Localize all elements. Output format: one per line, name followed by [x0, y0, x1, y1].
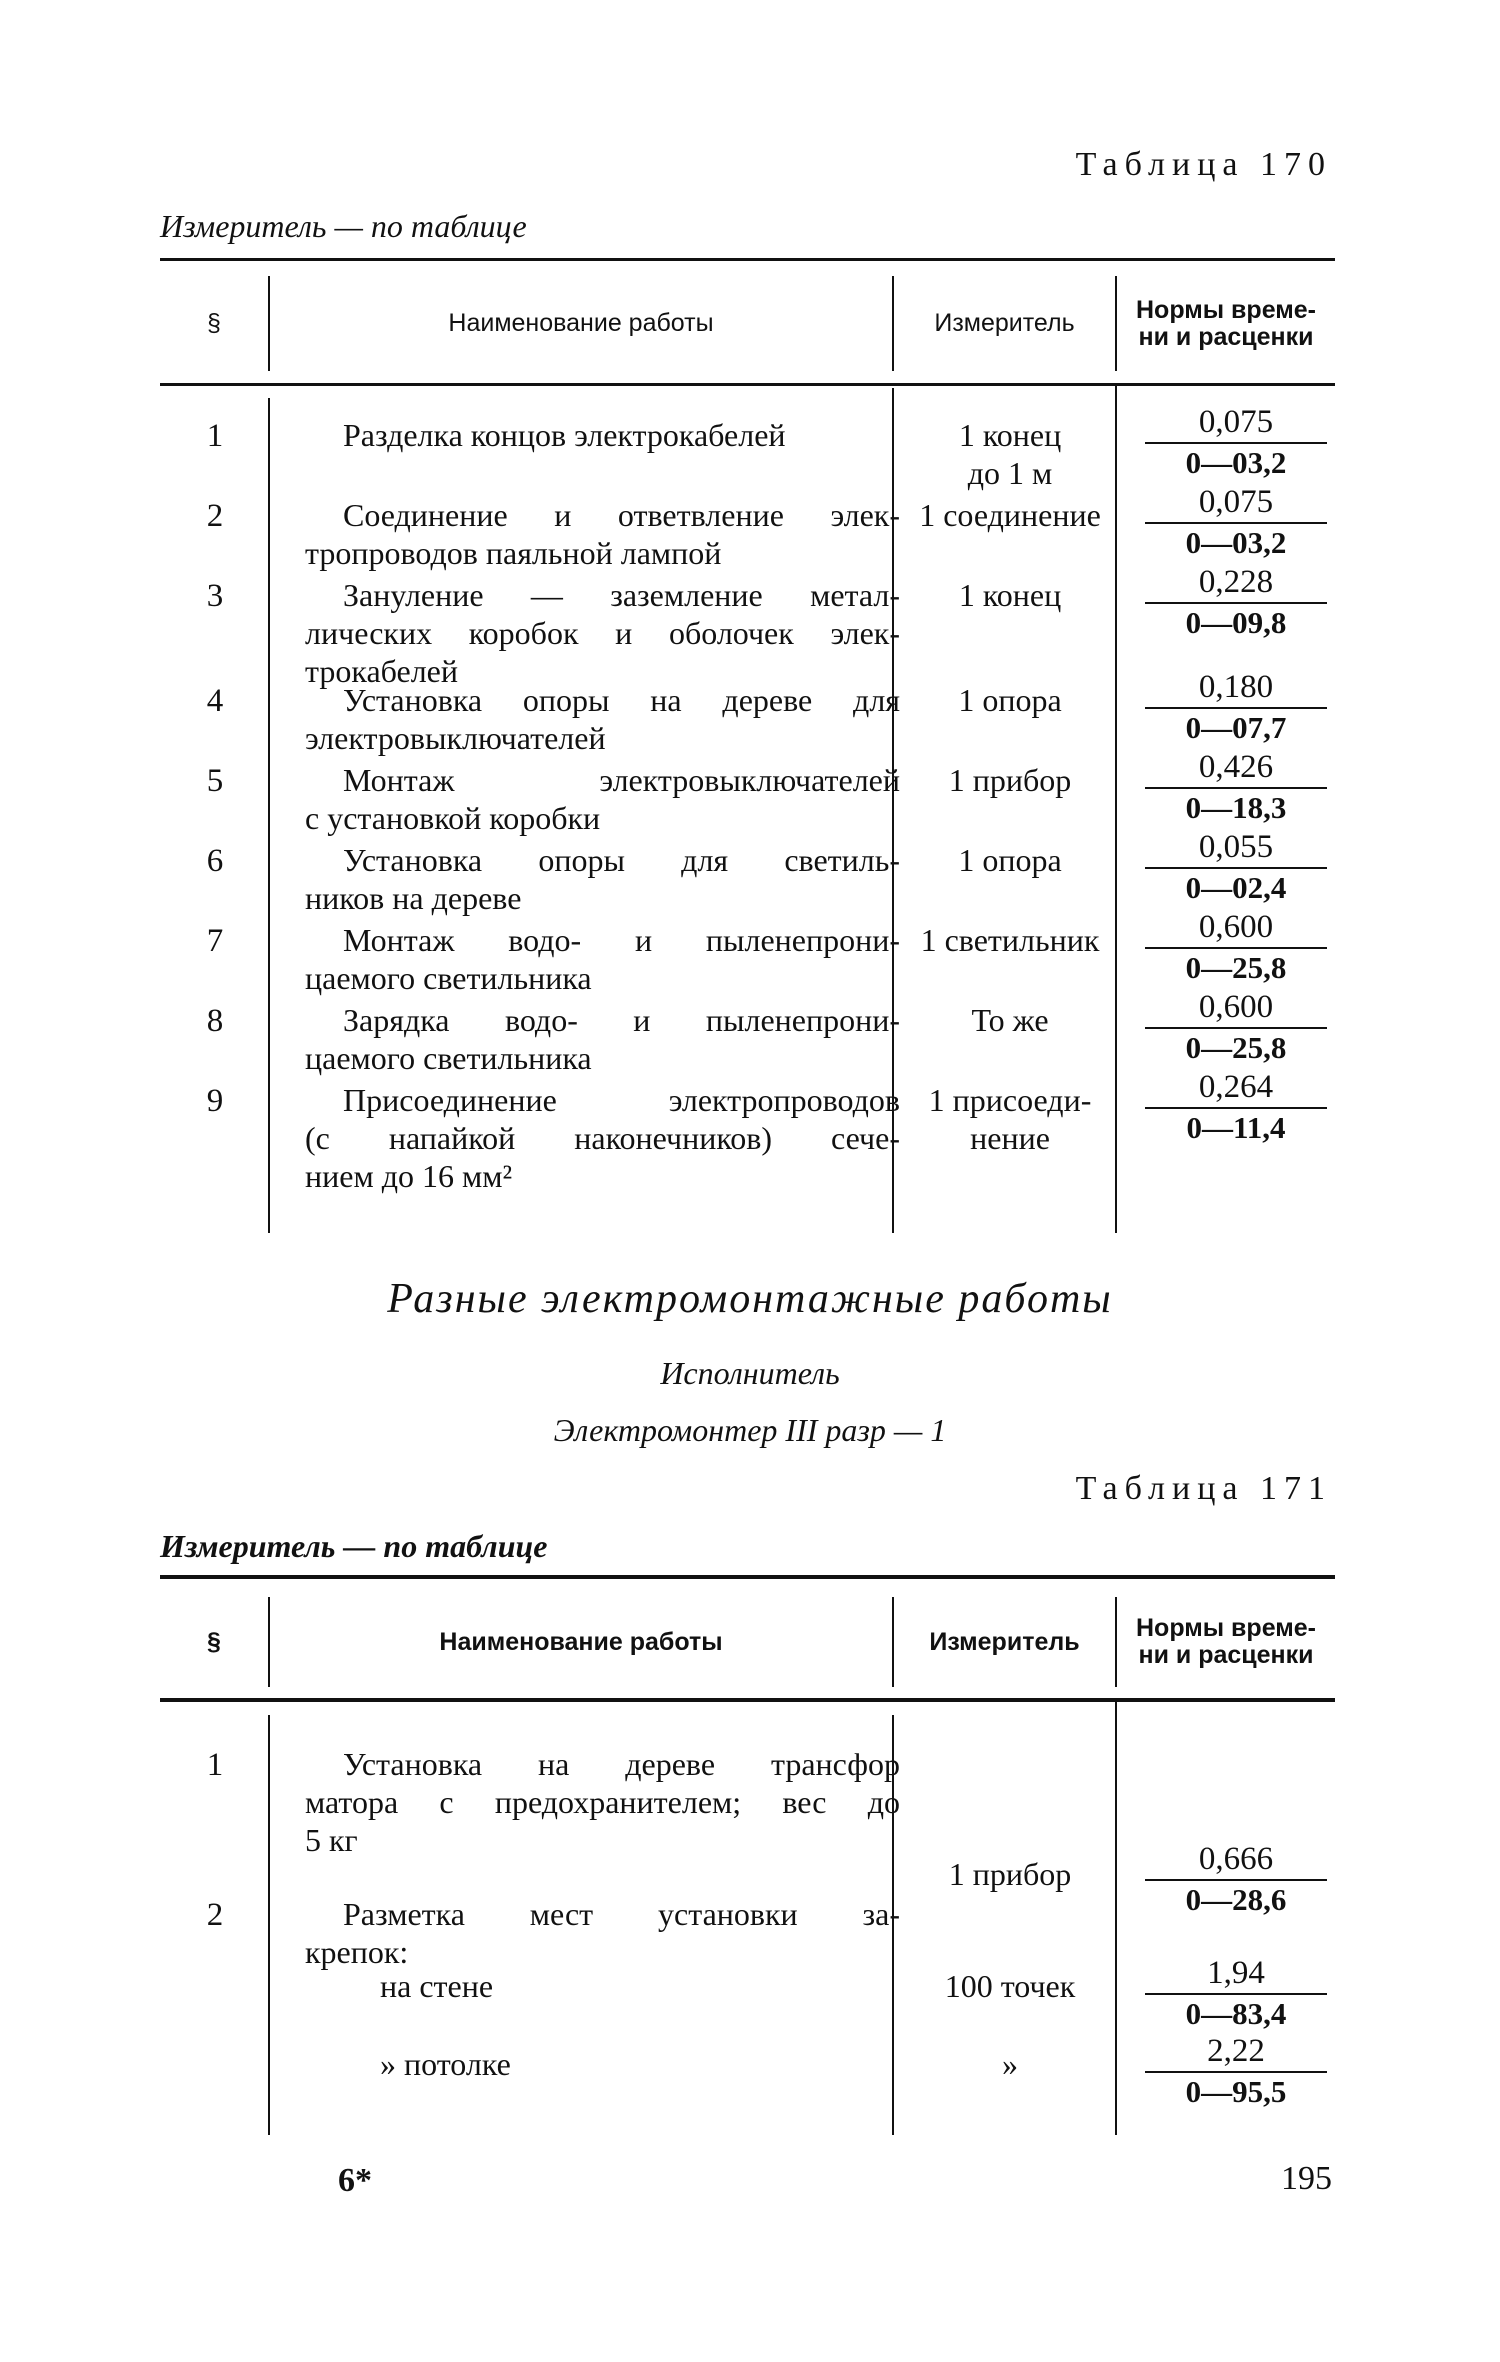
row-work-name: Разделка концов электрокабелей	[343, 417, 786, 453]
norm-rate: 0—09,8	[1185, 605, 1287, 640]
row-number: 7	[206, 923, 224, 959]
row-number: 1	[206, 1747, 224, 1783]
row-work-name: на стене	[380, 1968, 494, 2004]
row-norm	[1145, 404, 1327, 480]
norm-rate: 0—95,5	[1185, 2074, 1287, 2109]
row-norm	[1145, 484, 1327, 560]
table-171-title: Таблица 171	[1075, 1470, 1332, 1507]
norm-time: 0,264	[1198, 1069, 1274, 1105]
norm-rate: 0—02,4	[1185, 870, 1287, 905]
header-work-name: Наименование работы	[439, 1627, 723, 1656]
row-number: 5	[206, 763, 224, 799]
norm-time: 0,666	[1198, 1841, 1274, 1877]
row-work-name: Зарядка водо- и пыленепрони- цаемого светильника	[305, 1002, 900, 1076]
table-top-rule	[160, 258, 1335, 261]
row-number: 2	[206, 498, 224, 534]
row-norm	[1145, 564, 1327, 640]
row-number: 3	[206, 578, 224, 614]
row-work-name: Установка опоры на дереве для электровыключателей	[305, 682, 900, 756]
fraction-bar	[1145, 947, 1327, 949]
row-norm	[1145, 989, 1327, 1065]
norm-time: 0,228	[1198, 564, 1274, 600]
row-measure: 1 конец	[958, 577, 1062, 613]
fraction-bar	[1145, 707, 1327, 709]
table-top-rule	[160, 1575, 1335, 1579]
row-work-name: Монтаж водо- и пыленепрони- цаемого светильника	[305, 922, 900, 996]
norm-rate: 0—18,3	[1185, 790, 1287, 825]
signature-mark: 6*	[338, 2162, 372, 2199]
table-171	[160, 1575, 1335, 2135]
section-title: Разные электромонтажные работы	[387, 1276, 1113, 1322]
header-norms: Нормы време- ни и расценки	[1136, 295, 1316, 351]
row-norm	[1145, 1841, 1327, 1917]
row-work-name: Присоединение электропроводов (с напайкой наконечников) сече- нием до 16 мм²	[305, 1082, 900, 1194]
row-number: 2	[206, 1897, 224, 1933]
performer-value: Электромонтер III разр — 1	[553, 1412, 947, 1448]
row-work-name: Разметка мест установки за- крепок:	[305, 1896, 900, 1970]
norm-time: 0,055	[1198, 829, 1274, 865]
norm-time: 2,22	[1207, 2033, 1265, 2069]
row-norm	[1145, 2033, 1327, 2109]
norm-rate: 0—83,4	[1185, 1996, 1287, 2031]
norm-rate: 0—25,8	[1185, 950, 1287, 985]
header-section-sign: §	[207, 1627, 221, 1656]
row-work-name: Установка на дереве трансфор матора с предохранителем; вес до 5 кг	[305, 1746, 900, 1858]
performer-label: Исполнитель	[660, 1355, 840, 1391]
row-measure: 1 присоеди- нение	[928, 1082, 1092, 1156]
norm-time: 0,075	[1198, 404, 1274, 440]
header-measure: Измеритель	[934, 309, 1075, 337]
fraction-bar	[1145, 442, 1327, 444]
row-work-name: Монтаж электровыключателей с установкой коробки	[305, 762, 900, 836]
table-171-meter-note: Измеритель — по таблице	[160, 1528, 548, 1564]
row-work-name: » потолке	[380, 2046, 511, 2082]
row-norm	[1145, 1955, 1327, 2031]
row-number: 9	[206, 1083, 224, 1119]
norm-time: 0,180	[1198, 669, 1274, 705]
norm-time: 0,075	[1198, 484, 1274, 520]
row-measure: 1 соединение	[919, 497, 1101, 533]
fraction-bar	[1145, 1107, 1327, 1109]
row-measure: 1 конец до 1 м	[958, 417, 1062, 491]
row-measure: 1 опора	[958, 842, 1062, 878]
row-number: 8	[206, 1003, 224, 1039]
row-norm	[1145, 1069, 1327, 1145]
row-measure: 100 точек	[944, 1968, 1076, 2004]
fraction-bar	[1145, 1993, 1327, 1995]
fraction-bar	[1145, 522, 1327, 524]
norm-rate: 0—03,2	[1185, 525, 1287, 560]
row-work-name: Установка опоры для светиль- ников на дереве	[305, 842, 900, 916]
row-number: 6	[206, 843, 224, 879]
header-norms: Нормы време- ни и расценки	[1136, 1614, 1316, 1669]
page-number: 195	[1281, 2160, 1332, 2197]
row-norm	[1145, 909, 1327, 985]
norm-rate: 0—07,7	[1185, 710, 1287, 745]
header-work-name: Наименование работы	[448, 309, 714, 337]
row-measure: 1 прибор	[948, 1856, 1072, 1892]
row-measure: 1 светильник	[920, 922, 1100, 958]
fraction-bar	[1145, 787, 1327, 789]
row-measure: »	[1002, 2046, 1018, 2082]
fraction-bar	[1145, 2071, 1327, 2073]
norm-rate: 0—11,4	[1186, 1110, 1286, 1145]
norm-rate: 0—28,6	[1185, 1882, 1287, 1917]
fraction-bar	[1145, 867, 1327, 869]
norm-rate: 0—03,2	[1185, 445, 1287, 480]
norm-time: 0,426	[1198, 749, 1274, 785]
norm-time: 1,94	[1207, 1955, 1265, 1991]
row-norm	[1145, 829, 1327, 905]
row-measure: То же	[971, 1002, 1049, 1038]
fraction-bar	[1145, 1879, 1327, 1881]
row-norm	[1145, 669, 1327, 745]
row-work-name: Соединение и ответвление элек- тропроводов паяльной лампой	[305, 497, 900, 571]
fraction-bar	[1145, 602, 1327, 604]
table-170-title: Таблица 170	[1075, 146, 1332, 183]
header-section-sign: §	[207, 309, 221, 337]
table-header-rule	[160, 1698, 1335, 1702]
row-number: 4	[206, 683, 224, 719]
norm-time: 0,600	[1198, 989, 1274, 1025]
norm-rate: 0—25,8	[1185, 1030, 1287, 1065]
row-number: 1	[206, 418, 224, 454]
fraction-bar	[1145, 1027, 1327, 1029]
table-170-meter-note: Измеритель — по таблице	[160, 208, 527, 244]
norm-time: 0,600	[1198, 909, 1274, 945]
row-measure: 1 опора	[958, 682, 1062, 718]
table-header-rule	[160, 383, 1335, 386]
row-measure: 1 прибор	[948, 762, 1072, 798]
row-work-name: Зануление — заземление метал- лических коробок и оболочек элек- трокабелей	[305, 577, 900, 689]
table-170	[160, 258, 1335, 1233]
header-measure: Измеритель	[929, 1627, 1080, 1656]
row-norm	[1145, 749, 1327, 825]
